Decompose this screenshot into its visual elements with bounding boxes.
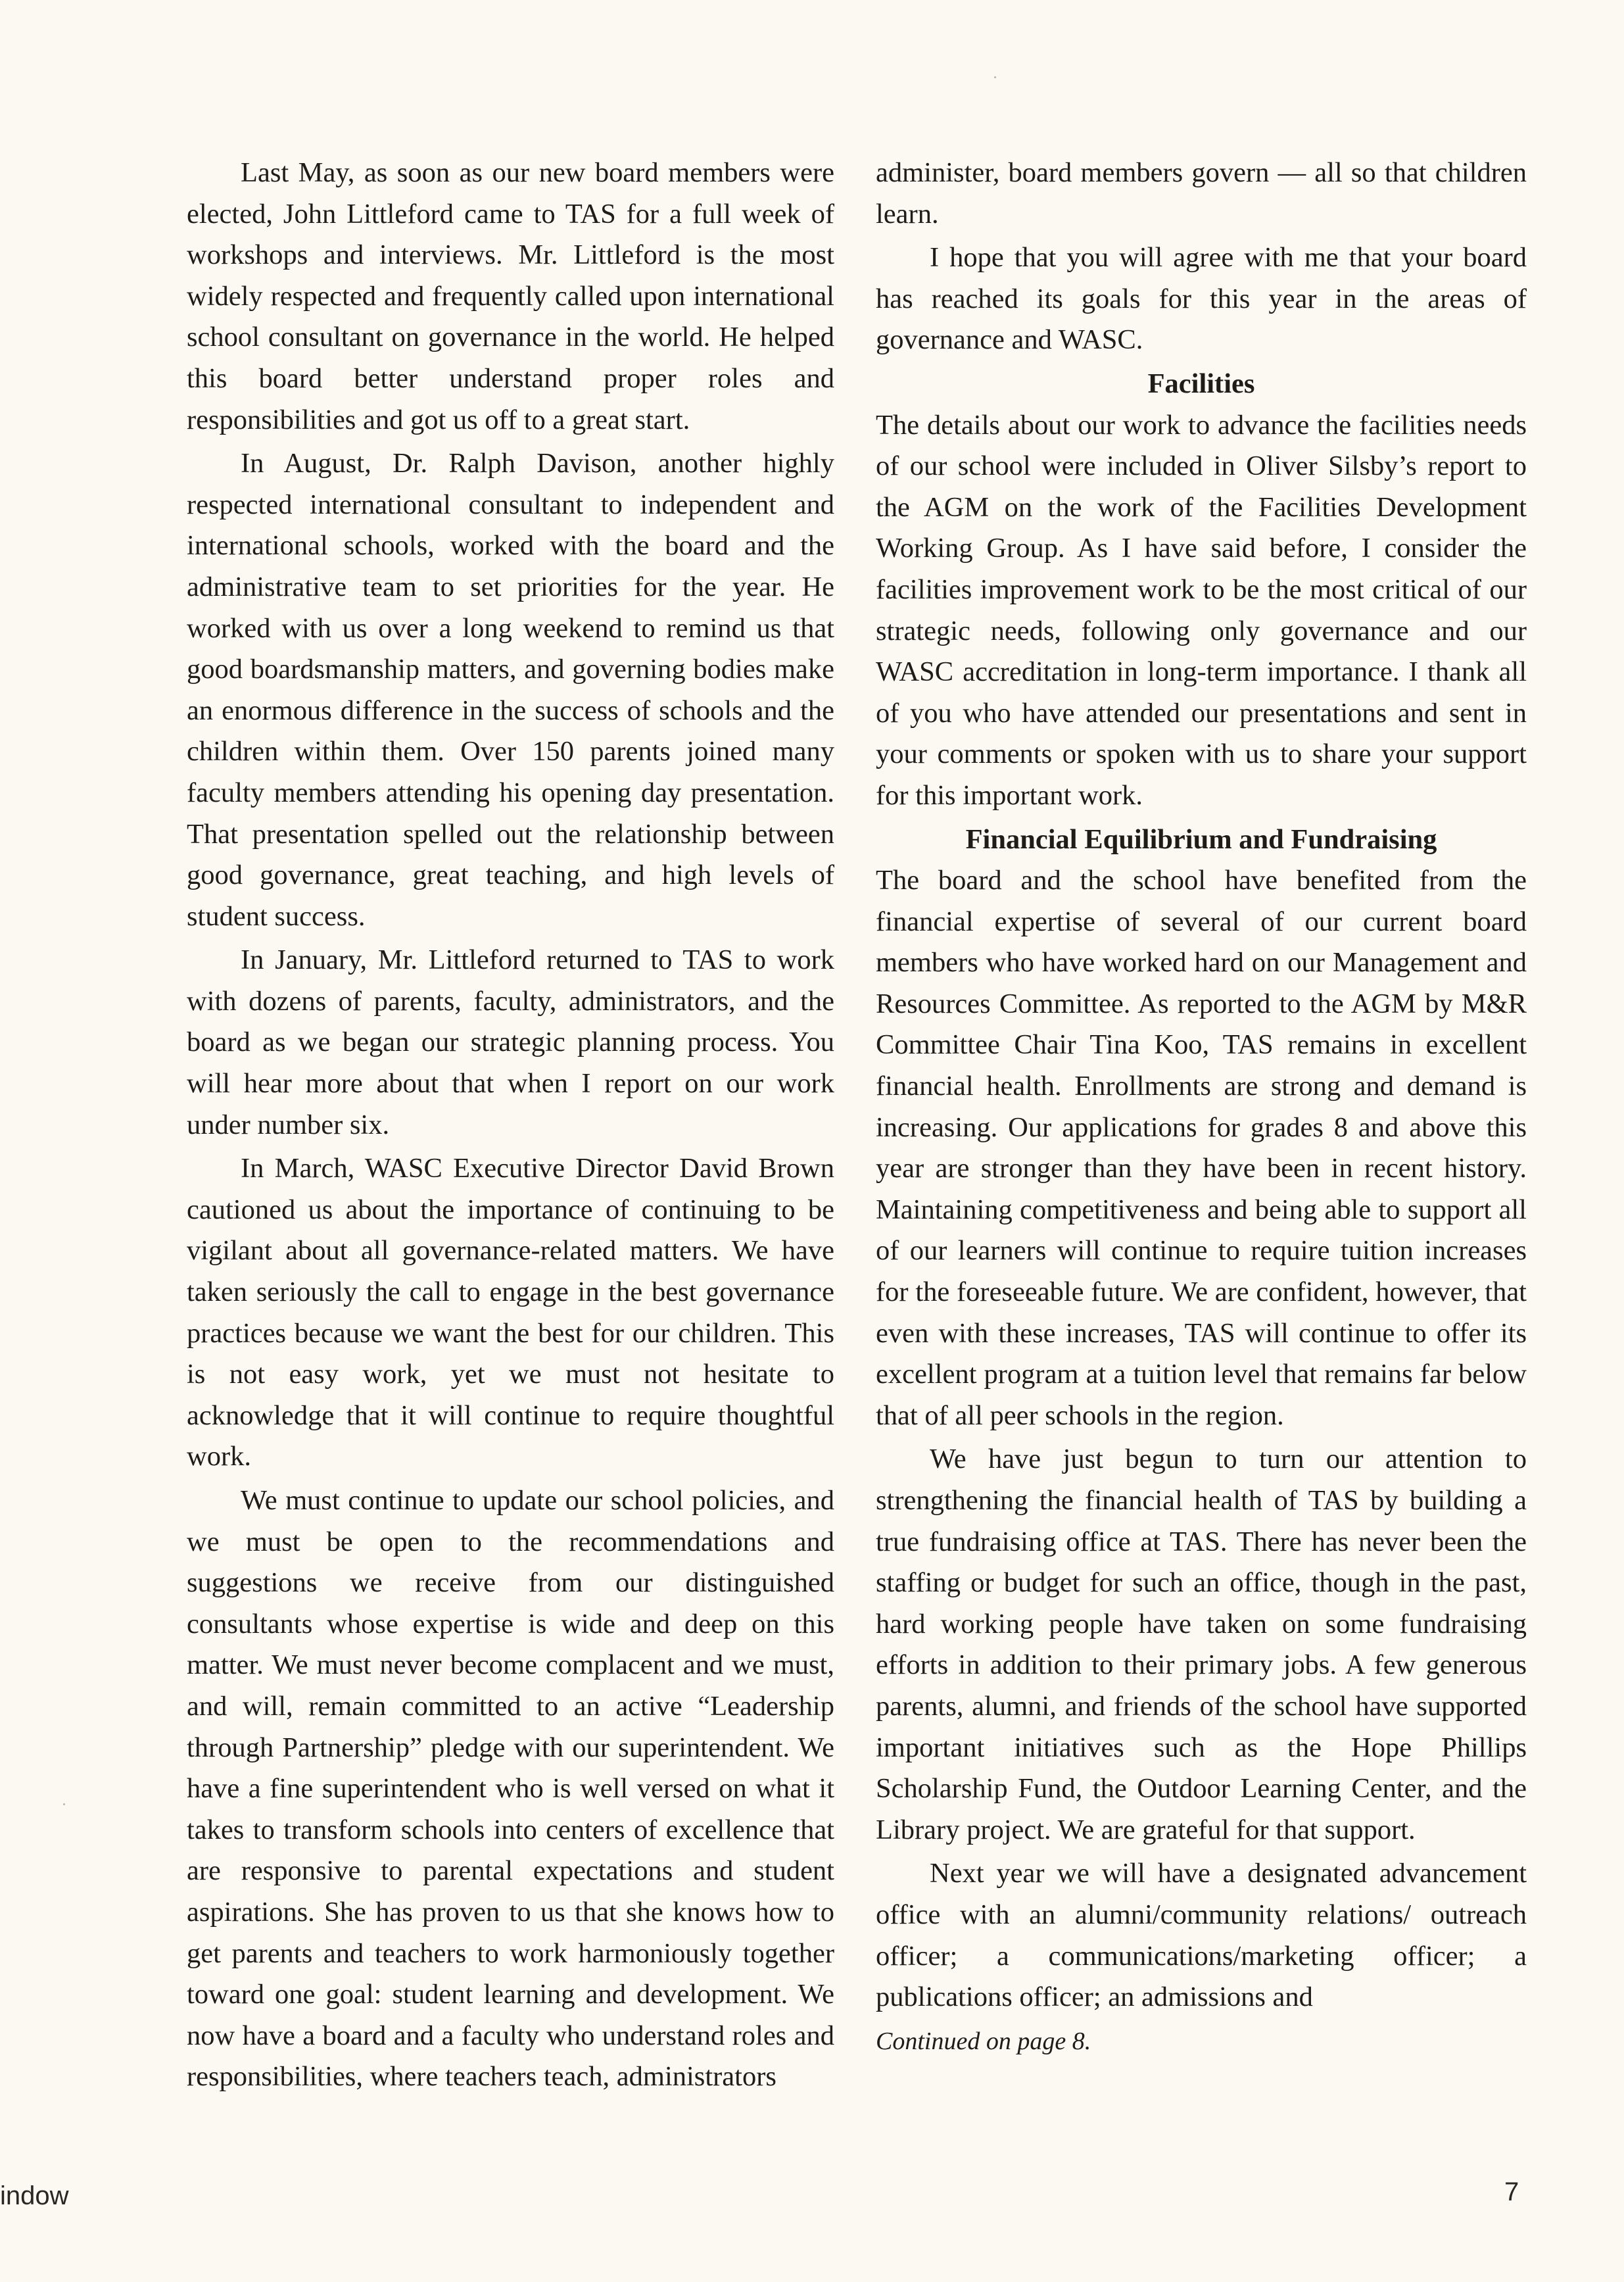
heading-facilities: Facilities: [1147, 368, 1255, 399]
paragraph-continuation: administer, board members govern — all so that children learn.: [876, 157, 1527, 230]
left-column: [187, 153, 834, 2100]
paragraph-wasc-march: In March, WASC Executive Director David Brown cautioned us about the importance of continuing to be vigilant about all governance-related matters. We have taken seriously the call to engage in the best governance practices because we want the best for our children. This is not easy work, yet we must not hesitate to acknowledge that it will continue to require thoughtful work.: [187, 1153, 834, 1472]
paragraph-facilities: The details about our work to advance the facilities needs of our school were included in Oliver Silsby’s report to the AGM on the work of the Facilities Development Working Group. As I have said before, I consider the facilities improvement work to be the most critical of our strategic needs, following only governance and our WASC accreditation in long-term importance. I thank all of you who have attended our presentations and sent in your comments or spoken with us to share your support for this important work.: [876, 409, 1527, 811]
paragraph-littleford-may: Last May, as soon as our new board members were elected, John Littleford came to TAS for a full week of workshops and interviews. Mr. Littleford is the most widely respected and frequently called upon international school consultant on governance in the world. He helped this board better understand proper roles and responsibilities and got us off to a great start.: [187, 157, 834, 435]
continued-note: Continued on page 8.: [876, 2027, 1091, 2055]
paragraph-board-goals: I hope that you will agree with me that your board has reached its goals for this year in the areas of governance and WASC.: [876, 242, 1527, 356]
page-number: 7: [1504, 2177, 1519, 2206]
paragraph-financial-health: The board and the school have benefited from the financial expertise of several of our current board members who have worked hard on our Management and Resources Committee. As reported to the AGM by M&R Committee Chair Tina Koo, TAS remains in excellent financial health. Enrollments are strong and demand is increasing. Our applications for grades 8 and above this year are stronger than they have been in recent history. Maintaining competitiveness and being able to support all of our learners will continue to require tuition increases for the foreseeable future. We are confident, however, that even with these increases, TAS will continue to offer its excellent program at a tuition level that remains far below that of all peer schools in the region.: [876, 865, 1527, 1431]
paragraph-littleford-january: In January, Mr. Littleford returned to TAS to work with dozens of parents, faculty, administrators, and the board as we began our strategic planning process. You will hear more about that when I report on our work under number six.: [187, 944, 834, 1140]
footer-running-text: indow: [0, 2181, 69, 2210]
paragraph-fundraising-office: We have just begun to turn our attention to strengthening the financial health of TAS by building a true fundraising office at TAS. There has never been the staffing or budget for such an office, though in the past, hard working people have taken on some fundraising efforts in addition to their primary jobs. A few generous parents, alumni, and friends of the school have supported important initiatives such as the Hope Phillips Scholarship Fund, the Outdoor Learning Center, and the Library project. We are grateful for that support.: [876, 1444, 1527, 1845]
right-column: [876, 153, 1527, 2062]
paper-speck: [994, 76, 996, 78]
paragraph-advancement-office: Next year we will have a designated advancement office with an alumni/community relations/ outreach officer; a communications/marketing officer; a publications officer; an admissions and: [876, 1858, 1527, 2013]
heading-financial-equilibrium: Financial Equilibrium and Fundraising: [965, 823, 1437, 855]
paragraph-davison-august: In August, Dr. Ralph Davison, another highly respected international consultant to independent and international schools, worked with the board and the administrative team to set priorities for the year. He worked with us over a long weekend to remind us that good boardsmanship matters, and governing bodies make an enormous difference in the success of schools and the children within them. Over 150 parents joined many faculty members attending his opening day presentation. That presentation spelled out the relationship between good governance, great teaching, and high levels of student success.: [187, 448, 834, 932]
paragraph-school-policies: We must continue to update our school policies, and we must be open to the recommendations and suggestions we receive from our distinguished consultants whose expertise is wide and deep on this matter. We must never become complacent and we must, and will, remain committed to an active “Leadership through Partnership” pledge with our superintendent. We have a fine superintendent who is well versed on what it takes to transform schools into centers of excellence that are responsive to parental expectations and student aspirations. She has proven to us that she knows how to get parents and teachers to work harmoniously together toward one goal: student learning and development. We now have a board and a faculty who understand roles and responsibilities, where teachers teach, administrators: [187, 1485, 834, 2093]
paper-speck: [63, 1803, 65, 1805]
